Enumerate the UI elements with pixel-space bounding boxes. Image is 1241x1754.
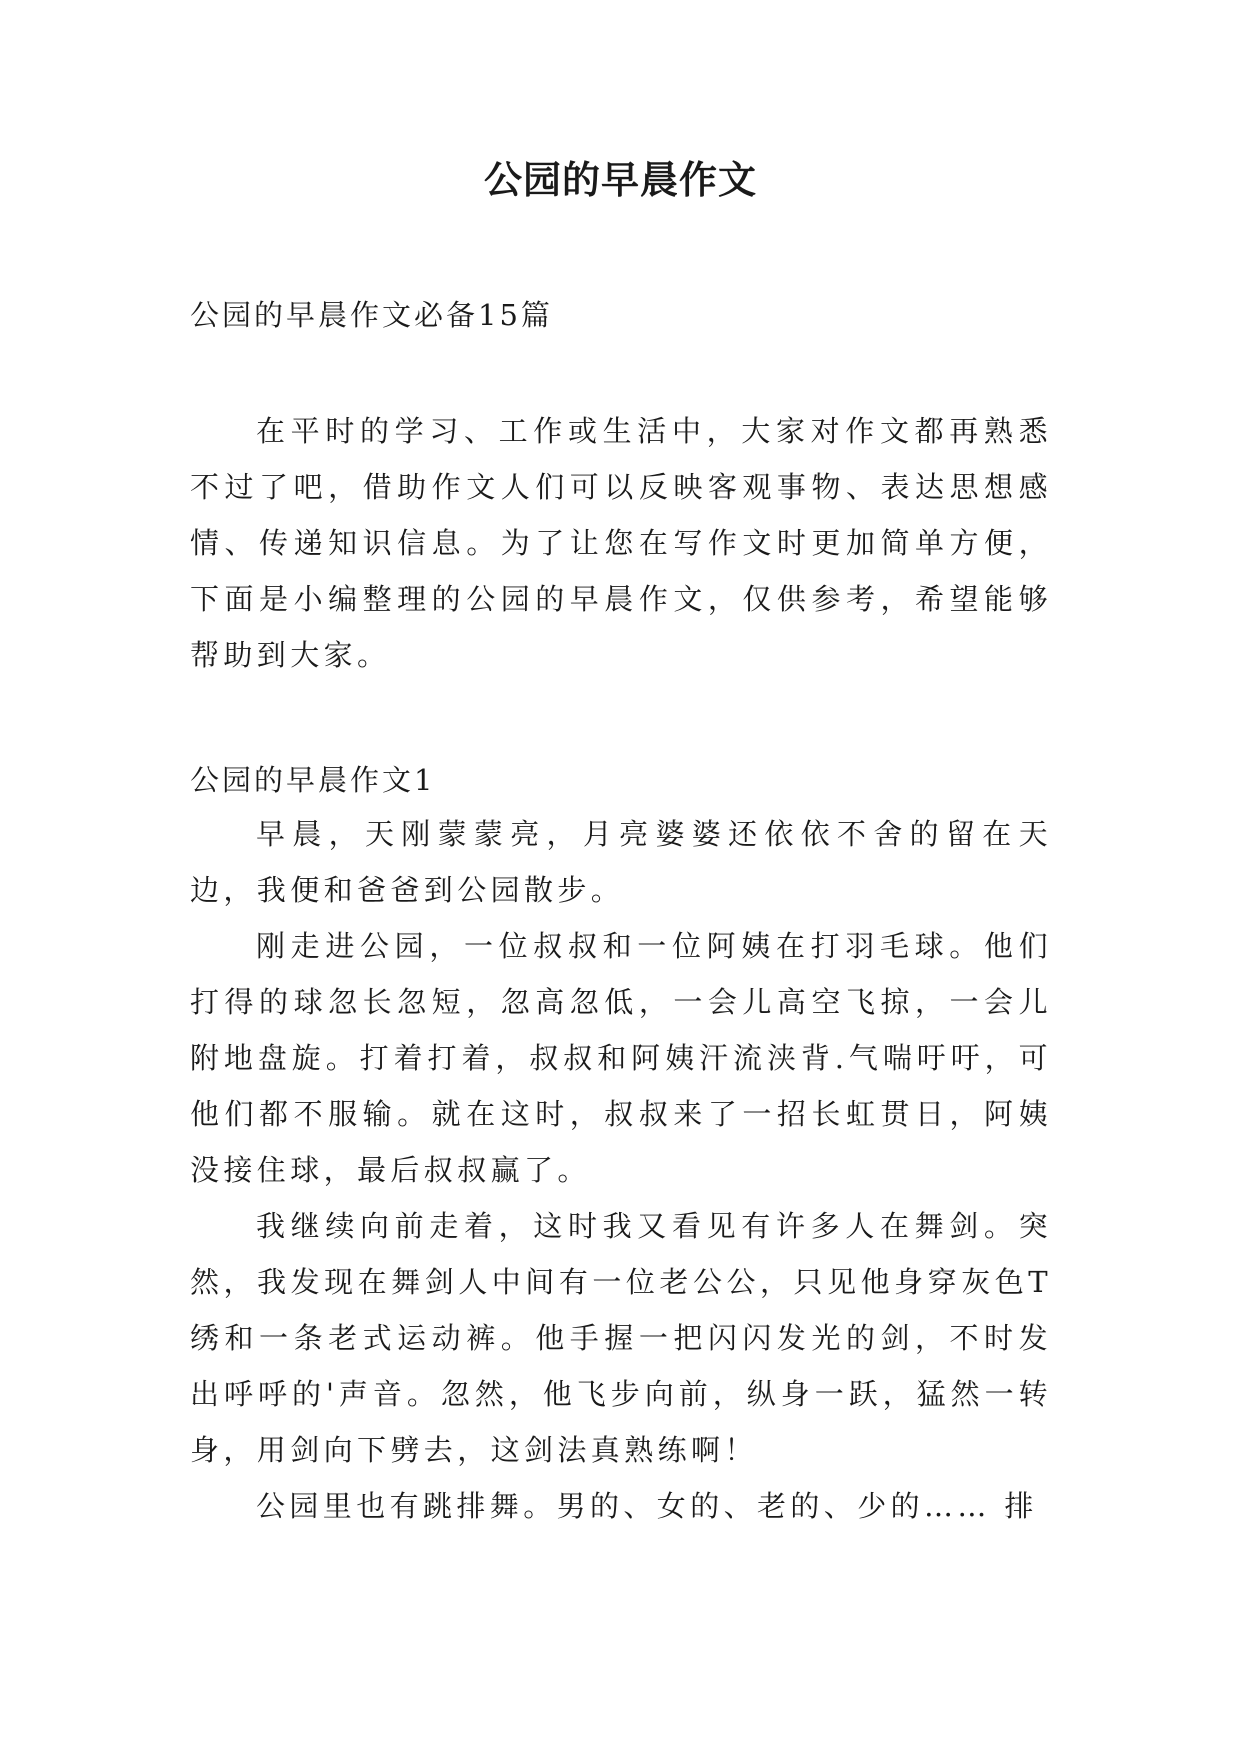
section-heading: 公园的早晨作文1: [190, 763, 436, 797]
essay-paragraph: 早晨，天刚蒙蒙亮，月亮婆婆还依依不舍的留在天边，我便和爸爸到公园散步。: [190, 817, 1052, 907]
document-subtitle: 公园的早晨作文必备15篇: [190, 298, 553, 332]
intro-paragraph: 在平时的学习、工作或生活中，大家对作文都再熟悉不过了吧，借助作文人们可以反映客观事物、表达思想感情、传递知识信息。为了让您在写作文时更加简单方便，下面是小编整理的公园的早晨作文，仅供参考，希望能够帮助到大家。: [190, 414, 1052, 672]
intro-block: [190, 403, 1052, 683]
essay-paragraph: 我继续向前走着，这时我又看见有许多人在舞剑。突然，我发现在舞剑人中间有一位老公公，只见他身穿灰色T绣和一条老式运动裤。他手握一把闪闪发光的剑，不时发出呼呼的'声音。忽然，他飞步向前，纵身一跃，猛然一转身，用剑向下劈去，这剑法真熟练啊！: [190, 1209, 1052, 1467]
document-title: 公园的早晨作文: [483, 158, 757, 202]
essay-paragraph: 刚走进公园，一位叔叔和一位阿姨在打羽毛球。他们打得的球忽长忽短，忽高忽低，一会儿高空飞掠，一会儿附地盘旋。打着打着，叔叔和阿姨汗流浃背.气喘吁吁，可他们都不服输。就在这时，叔叔来了一招长虹贯日，阿姨没接住球，最后叔叔赢了。: [190, 929, 1052, 1187]
essay-body: [190, 806, 1052, 1534]
essay-paragraph: 公园里也有跳排舞。男的、女的、老的、少的…… 排: [256, 1489, 1038, 1523]
